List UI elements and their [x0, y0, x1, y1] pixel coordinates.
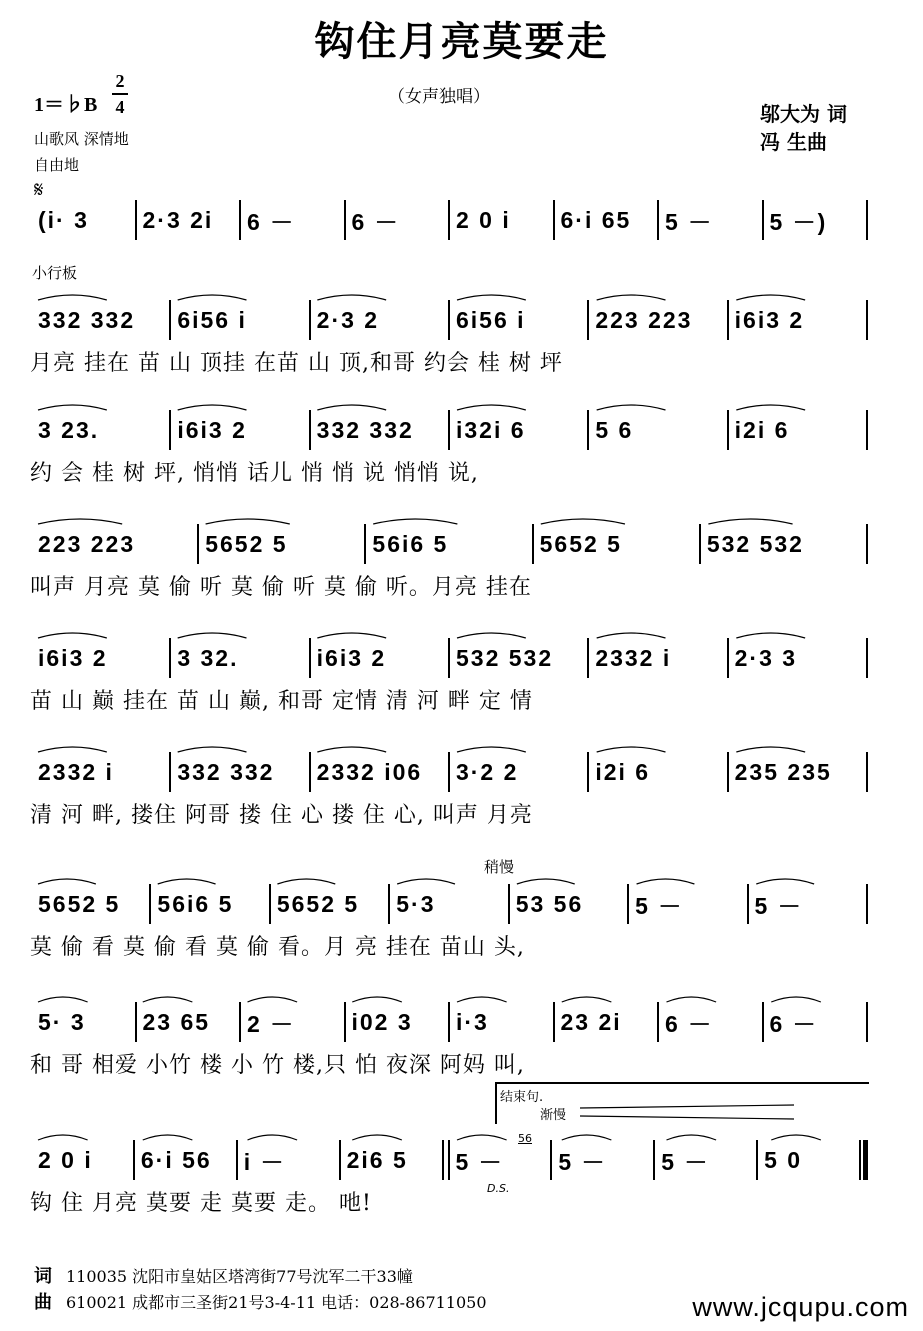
slur [667, 1135, 717, 1140]
slur [38, 633, 107, 638]
staff-9 [30, 1128, 868, 1192]
slur [597, 405, 666, 410]
slur-arcs [30, 512, 868, 576]
lyrics-line: 和 哥 相爱 小竹 楼 小 竹 楼,只 怕 夜深 阿妈 叫, [30, 1053, 525, 1078]
slur [352, 1135, 402, 1140]
slur [158, 879, 216, 884]
measure: 235 235 [734, 758, 832, 785]
footer-composer-label: 曲 [34, 1292, 52, 1313]
measure: 56i6 5 [157, 890, 234, 917]
lyrics-line: 月亮 挂在 苗 山 顶挂 在苗 山 顶,和哥 约会 桂 树 坪 [30, 351, 563, 376]
composer-credit: 冯 生曲 [760, 130, 827, 154]
lyrics-line: 清 河 畔, 搂住 阿哥 搂 住 心 搂 住 心, 叫声 月亮 [30, 803, 533, 828]
measure: 5·3 [396, 890, 436, 917]
measure: 223 223 [595, 306, 693, 333]
slur [597, 747, 666, 752]
measure: 532 532 [455, 644, 554, 671]
measure: 6 － [769, 1010, 818, 1037]
measure: i02 3 [351, 1008, 413, 1035]
slur [457, 747, 526, 752]
slur [38, 295, 107, 300]
measure: 5 － [754, 892, 803, 919]
slur [397, 879, 455, 884]
measure: 5 － [558, 1148, 607, 1175]
staff-2 [30, 288, 868, 352]
measure: 3 23. [38, 416, 100, 443]
tempo-marking-2: 自由地 [34, 156, 80, 174]
slur [736, 295, 805, 300]
measure: 5 － [661, 1148, 710, 1175]
lyrics-line: 约 会 桂 树 坪, 悄悄 话儿 悄 悄 说 悄悄 说, [30, 461, 479, 486]
measure: 2·3 3 [734, 644, 798, 671]
slur [457, 633, 526, 638]
measure: 5 － [665, 208, 714, 235]
ending-label: 结束句. [500, 1090, 544, 1105]
measure: 5· 3 [38, 1008, 86, 1035]
slur [373, 519, 457, 524]
measure: 6 － [351, 208, 400, 235]
slur [317, 405, 386, 410]
section-mark: 小行板 [32, 264, 78, 282]
slur [708, 519, 792, 524]
staff-3 [30, 398, 868, 462]
measure: (i· 3 [38, 206, 89, 233]
slur [38, 1135, 88, 1140]
slur [667, 997, 717, 1002]
measure: 2 0 i [38, 1146, 93, 1173]
staff-1 [30, 188, 868, 252]
slur [517, 879, 575, 884]
staff-5 [30, 626, 868, 690]
slur [736, 747, 805, 752]
slur-arcs [30, 398, 868, 462]
measure: 5 6 [595, 416, 634, 443]
measure: 2332 i [595, 644, 672, 671]
measure: 223 223 [38, 530, 136, 557]
measure: 2i6 5 [346, 1146, 408, 1173]
measure: 23 65 [142, 1008, 211, 1035]
measure: 3 32. [177, 644, 239, 671]
measure: 5652 5 [276, 890, 360, 917]
slur [143, 997, 193, 1002]
slur [38, 519, 122, 524]
slur [457, 997, 507, 1002]
slur-arcs [30, 288, 868, 352]
song-title: 钩住月亮莫要走 [314, 18, 609, 65]
measure: 332 332 [38, 306, 136, 333]
measure: 6i56 i [177, 306, 247, 333]
slur [317, 747, 386, 752]
slur [457, 405, 526, 410]
time-top: 2 [115, 71, 125, 91]
footer-lyricist-line [34, 1262, 413, 1288]
measure: i6i3 2 [177, 416, 247, 443]
site-watermark[interactable]: www.jcqupu.com [692, 1292, 909, 1322]
measure: 56i6 5 [372, 530, 449, 557]
measure: 332 332 [177, 758, 275, 785]
time-signature [112, 70, 128, 118]
slur-arcs [30, 740, 868, 804]
measure: 6 － [247, 208, 296, 235]
measure: 2 0 i [456, 206, 511, 233]
footer-lyricist-label: 词 [34, 1266, 52, 1287]
measure: i － [243, 1148, 286, 1175]
slur-arcs [30, 626, 868, 690]
measure: 5 －) [769, 208, 828, 235]
measure: 6 － [665, 1010, 714, 1037]
measure: 332 332 [316, 416, 414, 443]
slur-arcs [30, 990, 868, 1054]
slur [248, 1135, 298, 1140]
slur [317, 295, 386, 300]
slur [457, 1135, 507, 1140]
slur [457, 295, 526, 300]
measure: 2·3 2 [316, 306, 380, 333]
time-bottom: 4 [115, 97, 125, 117]
subtitle: （女声独唱） [388, 87, 490, 107]
footer-lyricist-addr: 110035 沈阳市皇姑区塔湾街77号沈军二干33幢 [66, 1267, 413, 1286]
decrescendo-hairpin [580, 1104, 800, 1120]
slur [562, 1135, 612, 1140]
rit-mark: 稍慢 [484, 858, 515, 876]
measure: 6·i 56 [140, 1146, 212, 1173]
measure: 5 － [635, 892, 684, 919]
staff-7 [30, 872, 868, 936]
key-signature: 1＝♭B [34, 94, 98, 116]
slur [206, 519, 290, 524]
slur [597, 633, 666, 638]
lyrics-line: 钩 住 月亮 莫要 走 莫要 走。 吔! [30, 1191, 372, 1216]
footer-composer-addr: 610021 成都市三圣街21号3-4-11 电话：028-86711050 [66, 1293, 487, 1312]
measure: 53 56 [515, 890, 584, 917]
lyrics-line: 莫 偷 看 莫 偷 看 莫 偷 看。月 亮 挂在 苗山 头, [30, 935, 525, 960]
slur [756, 879, 814, 884]
measure: 2·3 2i [142, 206, 214, 233]
measure: i6i3 2 [734, 306, 805, 333]
lyrics-line: 苗 山 巅 挂在 苗 山 巅, 和哥 定情 清 河 畔 定 情 [30, 689, 533, 714]
slur [277, 879, 335, 884]
slur [541, 519, 625, 524]
measure: 6i56 i [455, 306, 526, 333]
measure: 23 2i [560, 1008, 622, 1035]
slur [178, 747, 247, 752]
slur-arcs [30, 188, 868, 252]
slur-arcs [30, 1128, 868, 1192]
slur [143, 1135, 193, 1140]
measure: i32i 6 [455, 416, 526, 443]
grace-notes: 56 [518, 1132, 532, 1145]
measure: 2 － [247, 1010, 296, 1037]
slur [178, 405, 247, 410]
measure: 532 532 [706, 530, 804, 557]
slur [248, 997, 298, 1002]
measure: 3·2 2 [455, 758, 519, 785]
staff-8 [30, 990, 868, 1054]
measure: 5652 5 [205, 530, 288, 557]
lyricist-credit: 邬大为 词 [760, 102, 847, 126]
segno-icon: 𝄋 [34, 178, 44, 203]
measure: 5 － [455, 1148, 504, 1175]
staff-6 [30, 740, 868, 804]
ds-mark: D.S. [487, 1182, 510, 1195]
slur [771, 1135, 821, 1140]
slur [38, 997, 88, 1002]
measure: 2332 i [38, 758, 114, 785]
staff-4 [30, 512, 868, 576]
measure: i6i3 2 [316, 644, 387, 671]
ending-rit: 渐慢 [540, 1108, 567, 1123]
measure: 5 0 [764, 1146, 803, 1173]
slur [597, 295, 666, 300]
slur [317, 633, 386, 638]
slur [38, 747, 107, 752]
slur [178, 295, 247, 300]
measure: 2332 i06 [316, 758, 423, 785]
measure: 6·i 65 [560, 206, 632, 233]
slur [38, 405, 107, 410]
measure: i2i 6 [734, 416, 790, 443]
measure: 5652 5 [539, 530, 622, 557]
measure: i2i 6 [595, 758, 651, 785]
measure: i6i3 2 [38, 644, 108, 671]
slur [38, 879, 96, 884]
slur [352, 997, 402, 1002]
tempo-marking: 山歌风 深情地 [34, 130, 129, 148]
measure: i·3 [456, 1008, 489, 1035]
slur [736, 405, 805, 410]
slur [562, 997, 612, 1002]
measure: 5652 5 [38, 890, 121, 917]
slur [736, 633, 805, 638]
slur [178, 633, 247, 638]
footer-composer-line [34, 1288, 487, 1314]
slur [637, 879, 695, 884]
lyrics-line: 叫声 月亮 莫 偷 听 莫 偷 听 莫 偷 听。月亮 挂在 [30, 575, 532, 600]
time-divider [112, 93, 128, 95]
slur-arcs [30, 872, 868, 936]
slur [771, 997, 821, 1002]
